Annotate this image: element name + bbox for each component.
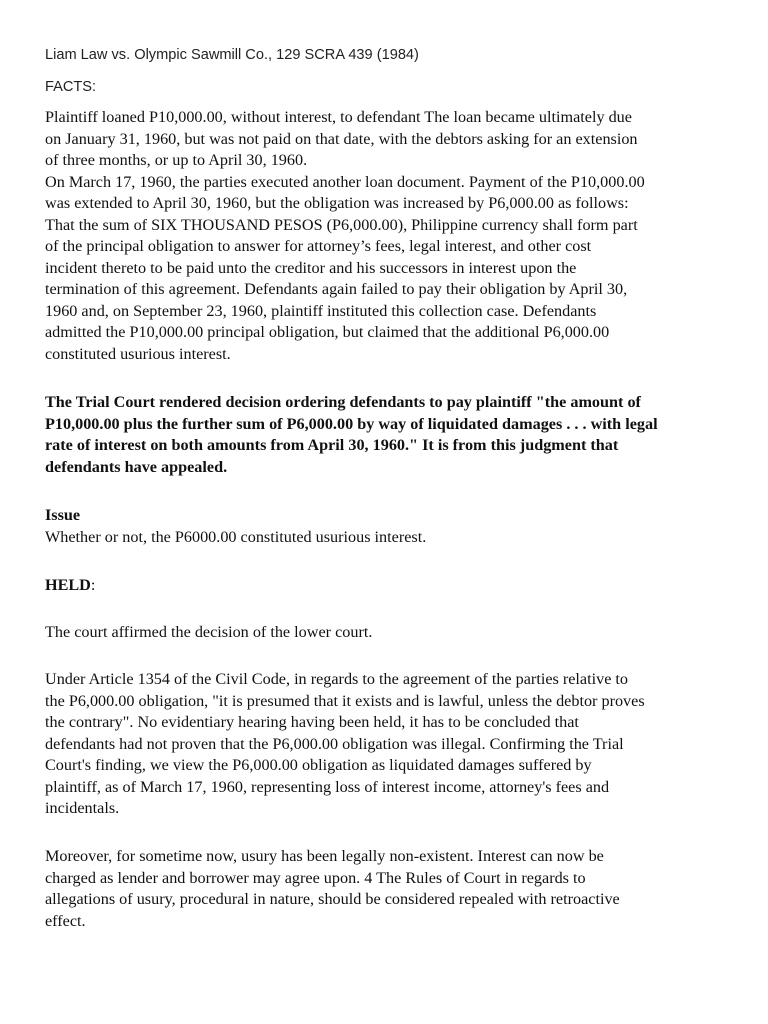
case-title: Liam Law vs. Olympic Sawmill Co., 129 SCRA 439 (1984) <box>45 47 419 63</box>
text-line: incident thereto to be paid unto the creditor and his successors in interest upon the <box>45 258 577 277</box>
text-line: allegations of usury, procedural in nature, should be considered repealed with retroactive <box>45 890 620 908</box>
text-line: on January 31, 1960, but was not paid on that date, with the debtors asking for an extension <box>45 129 638 148</box>
text-line: 1960 and, on September 23, 1960, plaintiff instituted this collection case. Defendants <box>45 301 597 320</box>
trial-court-paragraph <box>45 392 658 478</box>
text-line: charged as lender and borrower may agree upon. 4 The Rules of Court in regards to <box>45 868 586 887</box>
text-line: was extended to April 30, 1960, but the obligation was increased by P6,000.00 as follows: <box>45 194 629 212</box>
held-label: HELD <box>45 576 91 594</box>
text-line: admitted the P10,000.00 principal obligation, but claimed that the additional P6,000.00 <box>45 323 610 341</box>
text-line: constituted usurious interest. <box>45 344 231 363</box>
facts-paragraph <box>45 107 645 365</box>
text-line: the contrary". No evidentiary hearing having been held, it has to be concluded that <box>45 713 579 731</box>
text-line: plaintiff, as of March 17, 1960, representing loss of interest income, attorney's fees and <box>45 777 610 796</box>
text-line: termination of this agreement. Defendants again failed to pay their obligation by April 30, <box>45 280 628 298</box>
issue-section <box>45 505 426 548</box>
text-line: incidentals. <box>45 799 120 817</box>
text-line: Under Article 1354 of the Civil Code, in regards to the agreement of the parties relative to <box>45 670 629 688</box>
text-line: On March 17, 1960, the parties executed another loan document. Payment of the P10,000.00 <box>45 172 645 191</box>
text-line: That the sum of SIX THOUSAND PESOS (P6,000.00), Philippine currency shall form part <box>45 215 638 234</box>
text-line: defendants had not proven that the P6,000.00 obligation was illegal. Confirming the Trial <box>45 734 624 753</box>
text-line: effect. <box>45 911 86 930</box>
held-heading <box>45 575 95 597</box>
usury-paragraph <box>45 846 620 932</box>
text-line: Court's finding, we view the P6,000.00 obligation as liquidated damages suffered by <box>45 756 592 774</box>
text-line: P10,000.00 plus the further sum of P6,000.00 by way of liquidated damages . . . with legal <box>45 414 658 433</box>
text-line: The Trial Court rendered decision ordering defendants to pay plaintiff "the amount of <box>45 393 641 411</box>
text-line: Plaintiff loaned P10,000.00, without interest, to defendant The loan became ultimately due <box>45 108 632 126</box>
issue-text: Whether or not, the P6000.00 constituted usurious interest. <box>45 527 427 546</box>
facts-label: FACTS: <box>45 79 97 95</box>
text-line: Moreover, for sometime now, usury has been legally non-existent. Interest can now be <box>45 847 604 865</box>
text-line: the P6,000.00 obligation, "it is presumed that it exists and is lawful, unless the debtor proves <box>45 691 645 710</box>
text-line: of the principal obligation to answer for attorney’s fees, legal interest, and other cost <box>45 237 592 255</box>
text-line: rate of interest on both amounts from April 30, 1960." It is from this judgment that <box>45 436 619 454</box>
text-line: of three months, or up to April 30, 1960. <box>45 151 308 169</box>
affirmed-paragraph: The court affirmed the decision of the lower court. <box>45 623 373 641</box>
held-colon: : <box>90 576 96 594</box>
text-line: defendants have appealed. <box>45 457 228 476</box>
issue-heading: Issue <box>45 506 81 524</box>
article-paragraph <box>45 669 645 820</box>
